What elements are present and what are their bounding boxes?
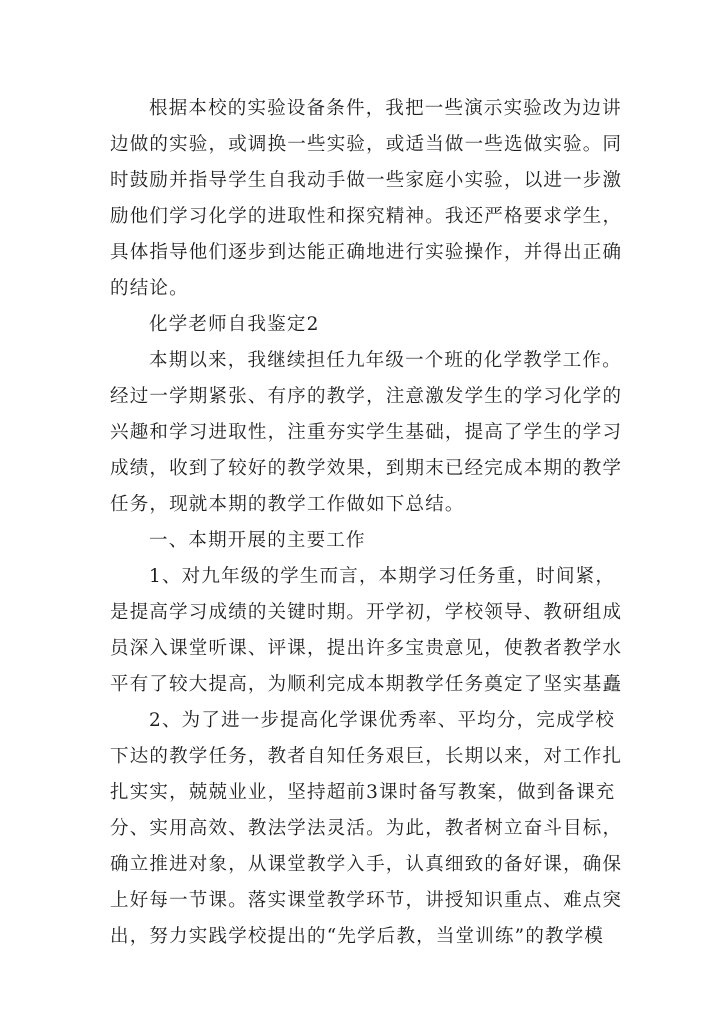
text-line: 上好每一节课。落实课堂教学环节，讲授知识重点、难点突 [110,890,623,911]
text-line: 兴趣和学习进取性，注重夯实学生基础，提高了学生的学习 [110,422,623,443]
text-line: 励他们学习化学的进取性和探究精神。我还严格要求学生， [110,206,623,227]
text-line: 本期以来，我继续担任九年级一个班的化学教学工作。 [149,350,622,371]
text-line: 化学老师自我鉴定2 [149,314,320,335]
text-line: 根据本校的实验设备条件，我把一些演示实验改为边讲 [149,98,622,119]
text-line: 平有了较大提高，为顺利完成本期教学任务奠定了坚实基矗 [110,674,623,695]
text-line: 分、实用高效、教法学法灵活。为此，教者树立奋斗目标， [110,818,623,839]
text-line: 任务，现就本期的教学工作做如下总结。 [110,494,465,515]
text-line: 的结论。 [110,278,189,299]
text-line: 具体指导他们逐步到达能正确地进行实验操作，并得出正确 [110,242,623,263]
document-body [110,91,622,955]
text-line: 1、对九年级的学生而言，本期学习任务重，时间紧， [149,566,616,587]
text-line: 成绩，收到了较好的教学效果，到期末已经完成本期的教学 [110,458,623,479]
text-line: 员深入课堂听课、评课，提出许多宝贵意见，使教者教学水 [110,638,623,659]
text-line: 是提高学习成绩的关键时期。开学初，学校领导、教研组成 [110,602,623,623]
text-line: 边做的实验，或调换一些实验，或适当做一些选做实验。同 [110,134,623,155]
text-line: 2、为了进一步提高化学课优秀率、平均分，完成学校 [149,710,616,731]
text-line: 经过一学期紧张、有序的教学，注意激发学生的学习化学的 [110,386,623,407]
text-line: 时鼓励并指导学生自我动手做一些家庭小实验，以进一步激 [110,170,623,191]
text-line: 出，努力实践学校提出的“先学后教，当堂训练”的教学模 [110,926,605,947]
text-line: 扎实实，兢兢业业，坚持超前3课时备写教案，做到备课充 [110,782,616,803]
text-line: 下达的教学任务，教者自知任务艰巨，长期以来，对工作扎 [110,746,623,767]
text-line: 确立推进对象，从课堂教学入手，认真细致的备好课，确保 [110,854,623,875]
text-line: 一、本期开展的主要工作 [149,530,366,551]
